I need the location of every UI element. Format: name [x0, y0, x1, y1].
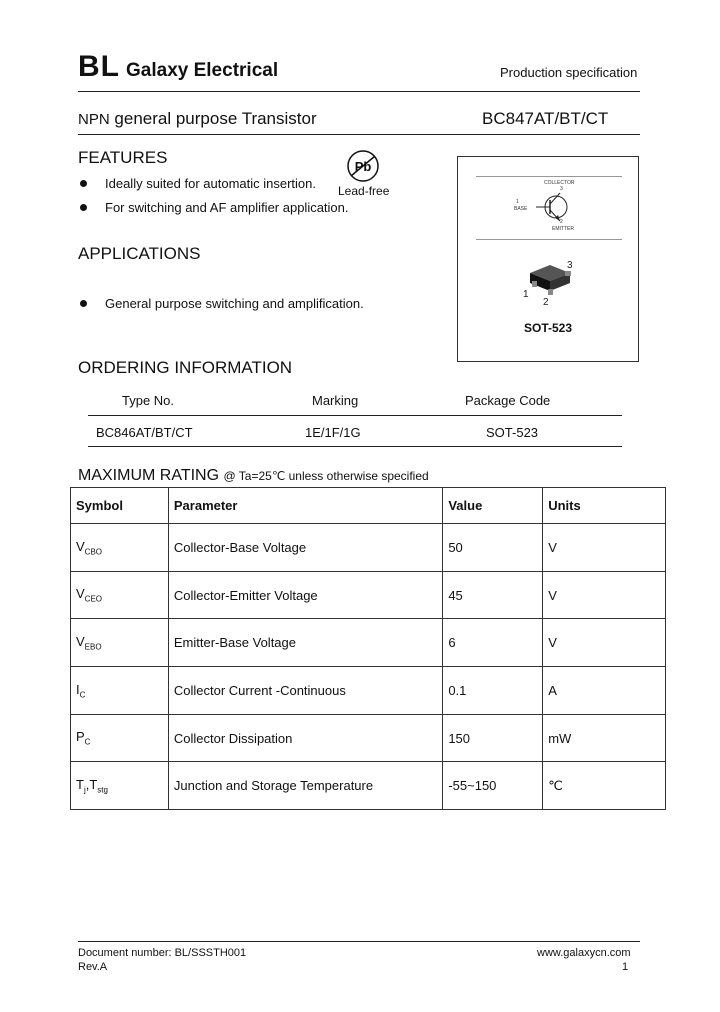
application-item [78, 296, 364, 311]
bullet-icon [80, 180, 87, 187]
package-diagram-box [457, 156, 639, 362]
applications-heading: APPLICATIONS [78, 244, 201, 263]
ordering-col-type: Type No. [122, 393, 175, 408]
ordering-marking-value: 1E/1F/1G [305, 425, 361, 440]
table-row [71, 571, 666, 619]
table-row [71, 714, 666, 762]
pb-symbol: Pb [354, 159, 372, 174]
product-title [78, 109, 317, 129]
ordering-divider [88, 446, 622, 447]
symbol-cell: $V_{EBO}$ [71, 619, 169, 667]
table-row [71, 524, 666, 572]
value-cell: 6 [443, 619, 543, 667]
feature-text: For switching and AF amplifier application. [105, 200, 349, 215]
footer-divider [78, 941, 640, 942]
symbol-cell: $T_j,T_{stg}$ [71, 762, 169, 810]
table-row [71, 667, 666, 715]
svg-text:BASE: BASE [514, 206, 528, 212]
value-cell: 50 [443, 524, 543, 572]
max-rating-table [70, 487, 666, 810]
col-parameter: Parameter [168, 488, 442, 524]
company-logo: BL [78, 50, 120, 83]
svg-text:1: 1 [523, 289, 529, 300]
value-cell: 45 [443, 571, 543, 619]
parameter-cell: Collector Dissipation [168, 714, 442, 762]
value-cell: 0.1 [443, 667, 543, 715]
svg-text:3: 3 [560, 186, 563, 192]
col-symbol: Symbol [71, 488, 169, 524]
feature-item [78, 176, 316, 191]
part-number: BC847AT/BT/CT [482, 109, 609, 128]
feature-item [78, 200, 349, 215]
document-number: Document number: BL/SSSTH001 [78, 947, 247, 959]
symbol-cell: $V_{CEO}$ [71, 571, 169, 619]
sot523-package-icon [518, 257, 588, 307]
svg-text:2: 2 [543, 297, 549, 307]
svg-text:COLLECTOR: COLLECTOR [544, 180, 575, 186]
svg-text:1: 1 [516, 199, 519, 205]
unit-cell: ℃ [543, 762, 666, 810]
title-divider [78, 134, 640, 135]
parameter-cell: Collector Current -Continuous [168, 667, 442, 715]
symbol-cell: $P_C$ [71, 714, 169, 762]
symbol-cell: $V_{CBO}$ [71, 524, 169, 572]
transistor-symbol-icon [498, 177, 608, 237]
bullet-icon [80, 300, 87, 307]
document-type: Production specification [500, 65, 638, 80]
table-row [71, 762, 666, 810]
ordering-col-marking: Marking [312, 393, 359, 408]
table-row [71, 619, 666, 667]
header-divider [78, 91, 640, 92]
symbol-cell: $I_C$ [71, 667, 169, 715]
value-cell: 150 [443, 714, 543, 762]
svg-text:3: 3 [567, 260, 573, 271]
feature-text: Ideally suited for automatic insertion. [105, 176, 316, 191]
unit-cell: V [543, 619, 666, 667]
parameter-cell: Collector-Emitter Voltage [168, 571, 442, 619]
col-units: Units [543, 488, 666, 524]
max-rating-condition: @ Ta=25℃ unless otherwise specified [223, 469, 429, 483]
company-name: Galaxy Electrical [126, 60, 279, 81]
application-text: General purpose switching and amplification. [105, 296, 364, 311]
bullet-icon [80, 204, 87, 211]
npn-label: NPN [78, 111, 110, 128]
value-cell: -55~150 [443, 762, 543, 810]
svg-text:2: 2 [560, 219, 563, 225]
parameter-cell: Junction and Storage Temperature [168, 762, 442, 810]
ordering-package-value: SOT-523 [486, 425, 539, 440]
ordering-type-value: BC846AT/BT/CT [96, 425, 193, 440]
unit-cell: V [543, 524, 666, 572]
website-link[interactable]: www.galaxycn.com [537, 947, 631, 959]
unit-cell: A [543, 667, 666, 715]
table-header-row [71, 488, 666, 524]
page-number: 1 [622, 961, 629, 973]
revision: Rev.A [78, 961, 108, 973]
svg-text:EMITTER: EMITTER [552, 226, 574, 232]
max-rating-heading-row [78, 467, 429, 485]
parameter-cell: Collector-Base Voltage [168, 524, 442, 572]
unit-cell: mW [543, 714, 666, 762]
features-heading: FEATURES [78, 148, 168, 167]
package-name: SOT-523 [523, 321, 573, 335]
unit-cell: V [543, 571, 666, 619]
ordering-divider [88, 415, 622, 416]
box-divider [476, 239, 622, 240]
lead-free-icon [343, 149, 383, 185]
ordering-col-package: Package Code [465, 393, 551, 408]
lead-free-label: Lead-free [338, 184, 390, 198]
product-description: general purpose Transistor [114, 109, 317, 128]
col-value: Value [443, 488, 543, 524]
max-rating-heading: MAXIMUM RATING [78, 467, 220, 484]
ordering-heading: ORDERING INFORMATION [78, 358, 293, 377]
parameter-cell: Emitter-Base Voltage [168, 619, 442, 667]
